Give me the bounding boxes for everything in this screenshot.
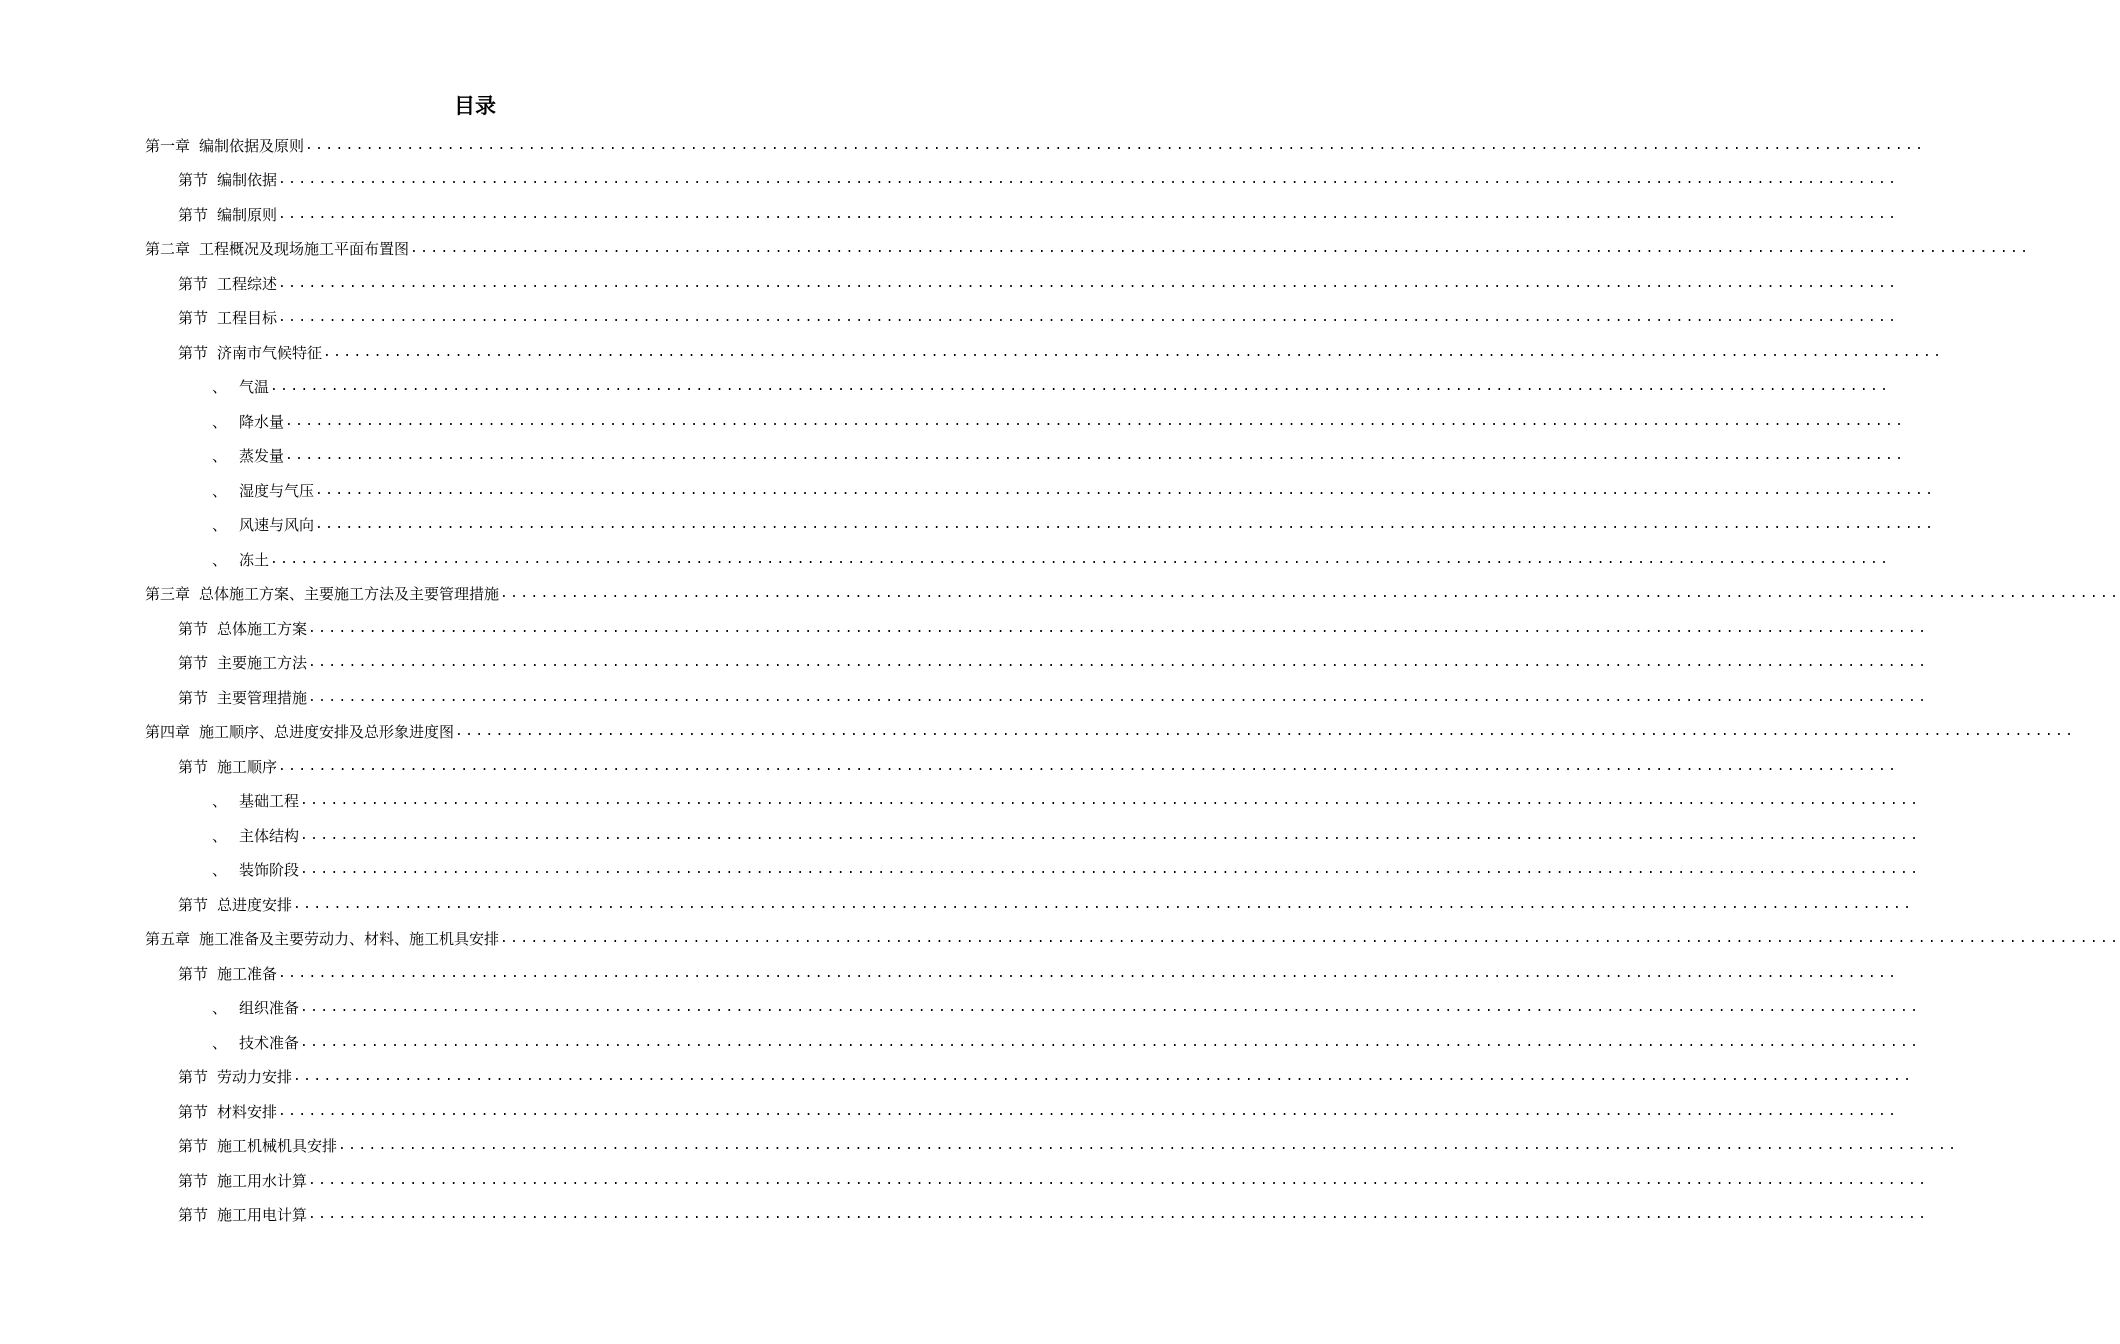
toc-entry-title: 编制依据及原则 (199, 136, 305, 155)
toc-entry-number: 第三章 (145, 585, 191, 603)
toc-entry-number: 、 (212, 826, 228, 845)
toc-entry-number: 、 (212, 999, 228, 1017)
toc-entry-number: 第节 (178, 654, 209, 672)
toc-entry-number: 、 (212, 1033, 228, 1052)
toc-dot-leader: ................................................................................................................................................................ (455, 724, 2076, 739)
toc-dot-leader: ................................................................................................................................................................ (285, 448, 1906, 463)
toc-entry[interactable] (178, 611, 1929, 645)
toc-dot-leader: ................................................................................................................................................................ (308, 689, 1929, 705)
toc-dot-leader: ................................................................................................................................................................ (300, 862, 1921, 877)
toc-entry-title: 风速与风向 (239, 516, 315, 534)
page-title: 目录 (454, 94, 496, 118)
toc-entry-title: 主要施工方法 (217, 654, 308, 672)
toc-dot-leader: ................................................................................................................................................................ (500, 931, 2120, 946)
toc-entry-number: 第节 (178, 309, 209, 327)
toc-dot-leader: ................................................................................................................................................................ (293, 896, 1914, 912)
toc-entry[interactable] (212, 473, 1936, 507)
toc-entry-title: 济南市气候特征 (217, 343, 323, 362)
toc-entry-number: 第节 (178, 1206, 209, 1224)
toc-entry[interactable] (178, 887, 1914, 921)
toc-entry[interactable] (212, 370, 1891, 404)
toc-entry-number: 第节 (178, 757, 209, 776)
toc-dot-leader: ................................................................................................................................................................ (278, 275, 1899, 291)
toc-entry-number: 第四章 (145, 723, 191, 741)
toc-dot-leader: ................................................................................................................................................................ (270, 551, 1891, 567)
toc-dot-leader: ................................................................................................................................................................ (308, 1172, 1929, 1188)
toc-entry-number: 、 (212, 481, 228, 500)
toc-entry-number: 、 (212, 378, 228, 396)
toc-entry[interactable] (178, 680, 1929, 714)
toc-entry[interactable] (178, 749, 1899, 783)
toc-entry-title: 冻土 (239, 550, 270, 569)
toc-dot-leader: ................................................................................................................................................................ (278, 206, 1899, 222)
toc-entry[interactable] (178, 1129, 1959, 1163)
toc-entry-title: 湿度与气压 (239, 481, 315, 500)
toc-entry-title: 施工用水计算 (217, 1171, 308, 1190)
toc-entry-title: 材料安排 (217, 1102, 278, 1121)
toc-entry[interactable] (178, 301, 1899, 335)
toc-entry[interactable] (212, 853, 1921, 887)
toc-entry[interactable] (178, 1163, 1929, 1197)
toc-entry-title: 总体施工方案 (217, 619, 308, 638)
toc-entry-number: 、 (212, 516, 228, 534)
toc-entry-number: 、 (212, 412, 228, 431)
toc-entry-title: 工程概况及现场施工平面布置图 (199, 240, 410, 258)
toc-entry-title: 工程目标 (217, 309, 278, 327)
toc-entry-title: 劳动力安排 (217, 1068, 293, 1086)
toc-dot-leader: ................................................................................................................................................................ (278, 310, 1899, 325)
toc-entry-title: 施工机械机具安排 (217, 1137, 338, 1155)
toc-entry-title: 主要管理措施 (217, 688, 308, 707)
toc-entry-title: 施工顺序 (217, 757, 278, 776)
toc-entry-number: 第五章 (145, 930, 191, 948)
toc-entry-title: 组织准备 (239, 999, 300, 1017)
toc-dot-leader: ................................................................................................................................................................ (278, 758, 1899, 774)
toc-entry-number: 第节 (178, 343, 209, 362)
toc-entry[interactable] (212, 404, 1906, 438)
toc-dot-leader: ................................................................................................................................................................ (300, 827, 1921, 843)
toc-dot-leader: ................................................................................................................................................................ (323, 344, 1944, 360)
toc-entry[interactable] (212, 542, 1891, 576)
toc-dot-leader: ................................................................................................................................................................ (308, 620, 1929, 636)
toc-dot-leader: ................................................................................................................................................................ (308, 655, 1929, 670)
toc-entry[interactable] (145, 922, 2120, 956)
toc-entry[interactable] (178, 1198, 1929, 1232)
toc-dot-leader: ................................................................................................................................................................ (293, 1069, 1914, 1084)
toc-entry[interactable] (178, 1094, 1899, 1128)
toc-entry-title: 主体结构 (239, 826, 300, 845)
toc-entry[interactable] (178, 1060, 1914, 1094)
toc-dot-leader: ................................................................................................................................................................ (300, 1034, 1921, 1050)
toc-entry-number: 、 (212, 447, 228, 465)
toc-entry-title: 蒸发量 (239, 447, 285, 465)
toc-entry[interactable] (178, 956, 1899, 990)
toc-entry-number: 第节 (178, 619, 209, 638)
toc-entry-number: 第节 (178, 171, 209, 189)
toc-entry-title: 工程综述 (217, 274, 278, 293)
toc-entry-number: 第节 (178, 1137, 209, 1155)
toc-dot-leader: ................................................................................................................................................................ (308, 1207, 1929, 1222)
toc-entry-number: 第节 (178, 895, 209, 914)
toc-dot-leader: ................................................................................................................................................................ (278, 1103, 1899, 1119)
toc-entry-number: 第节 (178, 205, 209, 224)
toc-entry[interactable] (178, 266, 1899, 300)
toc-entry[interactable] (145, 715, 2076, 749)
toc-entry-title: 基础工程 (239, 792, 300, 810)
toc-entry[interactable] (145, 577, 2120, 611)
toc-dot-leader: ................................................................................................................................................................ (315, 482, 1936, 498)
toc-dot-leader: ................................................................................................................................................................ (300, 1000, 1921, 1015)
toc-dot-leader: ................................................................................................................................................................ (500, 586, 2120, 601)
toc-dot-leader: ................................................................................................................................................................ (285, 413, 1906, 429)
toc-entry-title: 总进度安排 (217, 895, 293, 914)
toc-entry-number: 、 (212, 792, 228, 810)
toc-entry-number: 、 (212, 861, 228, 879)
toc-entry-title: 降水量 (239, 412, 285, 431)
toc-entry-number: 第二章 (145, 240, 191, 258)
toc-entry[interactable] (212, 818, 1921, 852)
toc-dot-leader: ................................................................................................................................................................ (338, 1138, 1959, 1153)
toc-entry-title: 施工准备及主要劳动力、材料、施工机具安排 (199, 930, 500, 948)
toc-entry[interactable] (212, 991, 1921, 1025)
toc-entry[interactable] (212, 508, 1936, 542)
toc-entry[interactable] (178, 163, 1899, 197)
toc-entry[interactable] (178, 646, 1929, 680)
toc-entry-number: 、 (212, 550, 228, 569)
toc-dot-leader: ................................................................................................................................................................ (315, 517, 1936, 532)
toc-entry-number: 第节 (178, 274, 209, 293)
toc-entry[interactable] (145, 232, 2031, 266)
toc-entry-title: 技术准备 (239, 1033, 300, 1052)
toc-entry[interactable] (212, 439, 1906, 473)
toc-entry-number: 第节 (178, 964, 209, 983)
toc-entry-number: 第节 (178, 1068, 209, 1086)
toc-entry-title: 编制原则 (217, 205, 278, 224)
toc-entry-number: 第节 (178, 1171, 209, 1190)
toc-entry[interactable] (178, 335, 1944, 369)
toc-entry-number: 第一章 (145, 136, 191, 155)
toc-dot-leader: ................................................................................................................................................................ (270, 379, 1891, 394)
toc-entry-title: 施工准备 (217, 964, 278, 983)
toc-entry-title: 编制依据 (217, 171, 278, 189)
toc-dot-leader: ................................................................................................................................................................ (278, 965, 1899, 981)
toc-entry-number: 第节 (178, 688, 209, 707)
toc-dot-leader: ................................................................................................................................................................ (305, 137, 1926, 153)
toc-entry[interactable] (178, 197, 1899, 231)
toc-entry-title: 总体施工方案、主要施工方法及主要管理措施 (199, 585, 500, 603)
toc-entry[interactable] (212, 784, 1921, 818)
toc-entry[interactable] (212, 1025, 1921, 1059)
toc-dot-leader: ................................................................................................................................................................ (410, 241, 2031, 256)
toc-entry-title: 施工顺序、总进度安排及总形象进度图 (199, 723, 455, 741)
toc-entry-title: 施工用电计算 (217, 1206, 308, 1224)
toc-dot-leader: ................................................................................................................................................................ (278, 172, 1899, 187)
toc-entry-title: 装饰阶段 (239, 861, 300, 879)
toc-entry[interactable] (145, 128, 1926, 162)
toc-entry-title: 气温 (239, 378, 270, 396)
toc-dot-leader: ................................................................................................................................................................ (300, 793, 1921, 808)
toc-entry-number: 第节 (178, 1102, 209, 1121)
